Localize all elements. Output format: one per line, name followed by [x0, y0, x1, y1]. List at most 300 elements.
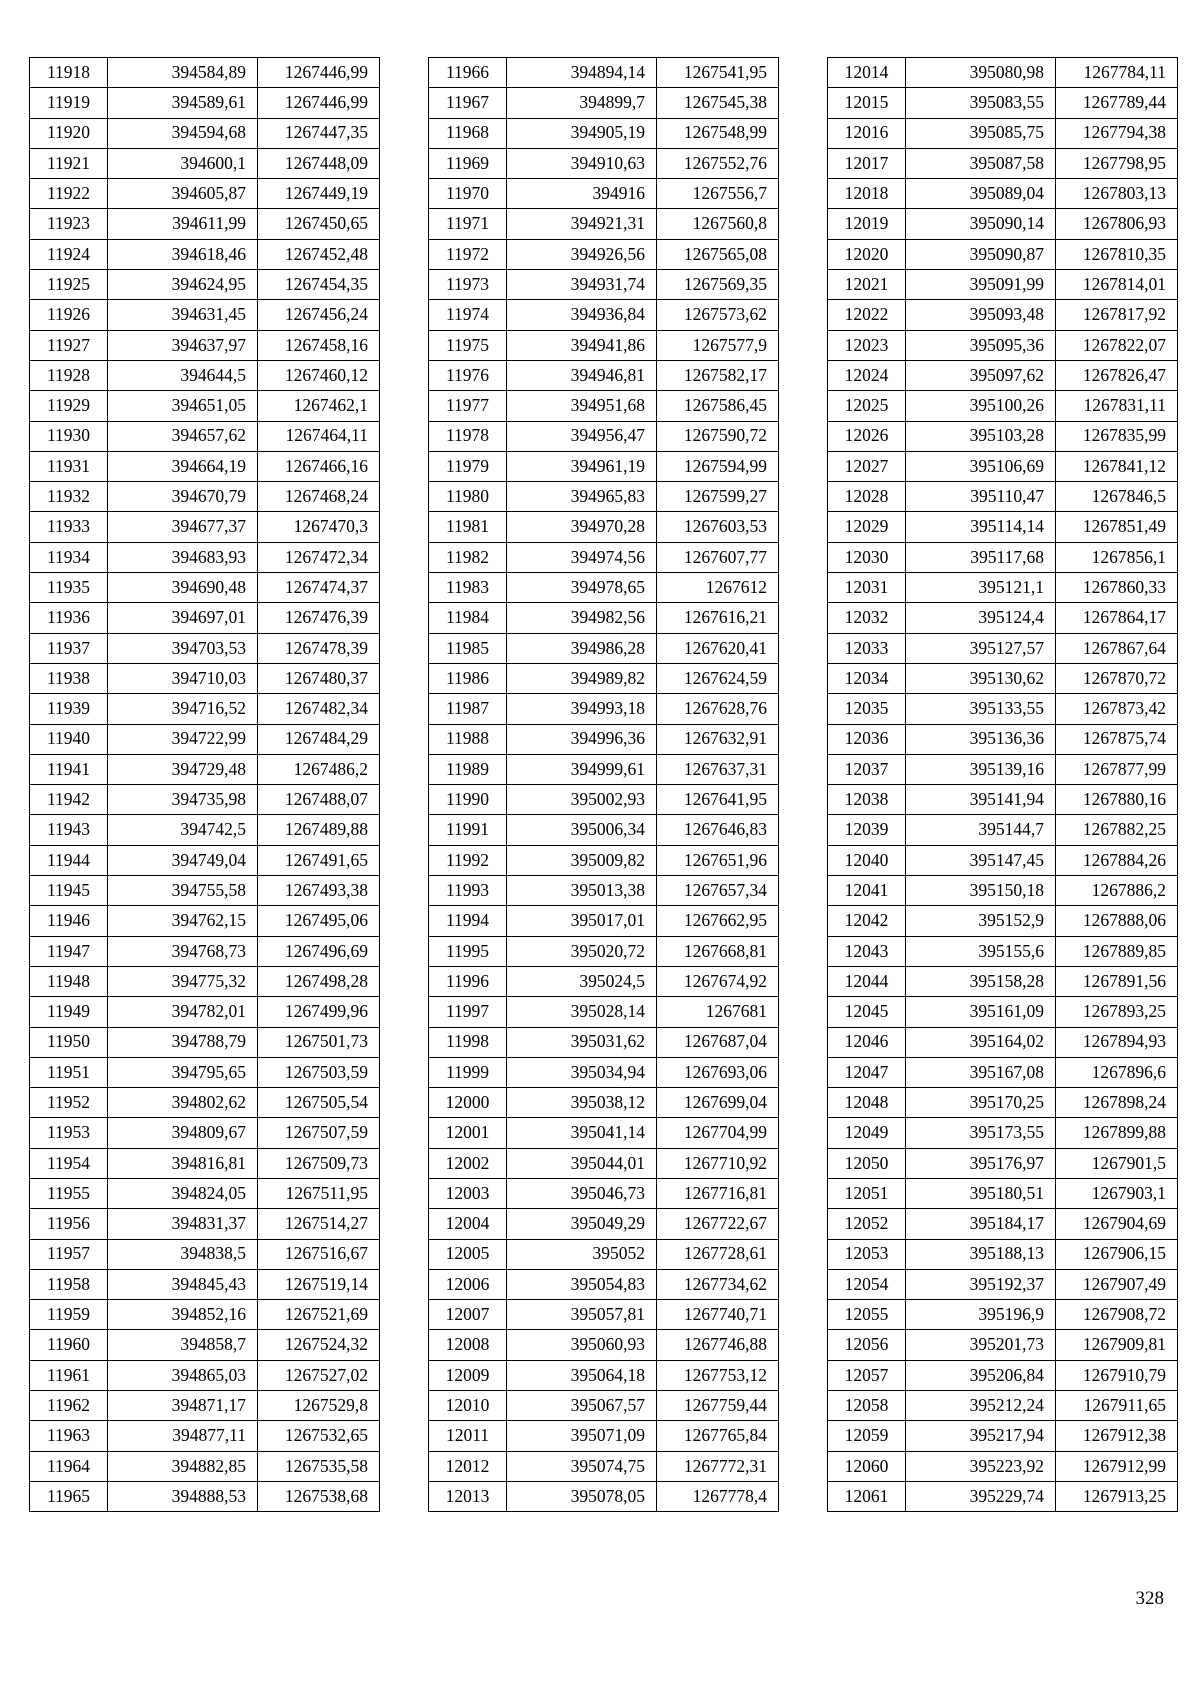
x-coordinate-cell: 394664,19 — [108, 451, 258, 481]
x-coordinate-cell: 394993,18 — [507, 694, 657, 724]
y-coordinate-cell: 1267472,34 — [258, 542, 380, 572]
x-coordinate-cell: 395028,14 — [507, 997, 657, 1027]
table-row — [30, 603, 380, 633]
x-coordinate-cell: 394816,81 — [108, 1148, 258, 1178]
table-row — [429, 1421, 779, 1451]
y-coordinate-cell: 1267491,65 — [258, 845, 380, 875]
x-coordinate-cell: 395013,38 — [507, 876, 657, 906]
table-row — [30, 118, 380, 148]
x-coordinate-cell: 395091,99 — [906, 270, 1056, 300]
point-number-cell: 11940 — [30, 724, 108, 754]
table-row — [429, 694, 779, 724]
y-coordinate-cell: 1267734,62 — [657, 1269, 779, 1299]
x-coordinate-cell: 395078,05 — [507, 1481, 657, 1511]
table-row — [30, 239, 380, 269]
x-coordinate-cell: 394871,17 — [108, 1391, 258, 1421]
table-row — [828, 118, 1178, 148]
y-coordinate-cell: 1267803,13 — [1056, 179, 1178, 209]
point-number-cell: 11923 — [30, 209, 108, 239]
y-coordinate-cell: 1267910,79 — [1056, 1360, 1178, 1390]
table-row — [30, 451, 380, 481]
point-number-cell: 12007 — [429, 1300, 507, 1330]
point-number-cell: 11992 — [429, 845, 507, 875]
table-row — [30, 1451, 380, 1481]
point-number-cell: 12034 — [828, 663, 906, 693]
point-number-cell: 12033 — [828, 633, 906, 663]
x-coordinate-cell: 395002,93 — [507, 785, 657, 815]
table-row — [828, 1239, 1178, 1269]
point-number-cell: 11952 — [30, 1088, 108, 1118]
point-number-cell: 12025 — [828, 391, 906, 421]
point-number-cell: 12024 — [828, 360, 906, 390]
x-coordinate-cell: 394618,46 — [108, 239, 258, 269]
x-coordinate-cell: 394956,47 — [507, 421, 657, 451]
y-coordinate-cell: 1267687,04 — [657, 1027, 779, 1057]
point-number-cell: 12061 — [828, 1481, 906, 1511]
y-coordinate-cell: 1267646,83 — [657, 815, 779, 845]
point-number-cell: 11926 — [30, 300, 108, 330]
y-coordinate-cell: 1267880,16 — [1056, 785, 1178, 815]
y-coordinate-cell: 1267495,06 — [258, 906, 380, 936]
x-coordinate-cell: 394768,73 — [108, 936, 258, 966]
y-coordinate-cell: 1267913,25 — [1056, 1481, 1178, 1511]
point-number-cell: 11981 — [429, 512, 507, 542]
y-coordinate-cell: 1267446,99 — [258, 58, 380, 88]
point-number-cell: 11955 — [30, 1178, 108, 1208]
table-row — [429, 845, 779, 875]
x-coordinate-cell: 395071,09 — [507, 1421, 657, 1451]
point-number-cell: 11982 — [429, 542, 507, 572]
point-number-cell: 11919 — [30, 88, 108, 118]
y-coordinate-cell: 1267482,34 — [258, 694, 380, 724]
coordinates-table-3 — [827, 57, 1178, 1512]
point-number-cell: 11941 — [30, 754, 108, 784]
point-number-cell: 11943 — [30, 815, 108, 845]
table-row — [30, 209, 380, 239]
y-coordinate-cell: 1267908,72 — [1056, 1300, 1178, 1330]
table-row — [429, 148, 779, 178]
x-coordinate-cell: 394716,52 — [108, 694, 258, 724]
table-row — [429, 724, 779, 754]
table-row — [828, 633, 1178, 663]
y-coordinate-cell: 1267904,69 — [1056, 1209, 1178, 1239]
table-row — [828, 542, 1178, 572]
y-coordinate-cell: 1267466,16 — [258, 451, 380, 481]
table-row — [828, 573, 1178, 603]
point-number-cell: 11932 — [30, 482, 108, 512]
x-coordinate-cell: 394722,99 — [108, 724, 258, 754]
table-row — [30, 754, 380, 784]
table-row — [828, 360, 1178, 390]
x-coordinate-cell: 394852,16 — [108, 1300, 258, 1330]
y-coordinate-cell: 1267607,77 — [657, 542, 779, 572]
point-number-cell: 11986 — [429, 663, 507, 693]
point-number-cell: 12004 — [429, 1209, 507, 1239]
x-coordinate-cell: 395093,48 — [906, 300, 1056, 330]
table-row — [30, 300, 380, 330]
point-number-cell: 11994 — [429, 906, 507, 936]
table-row — [828, 1148, 1178, 1178]
point-number-cell: 11946 — [30, 906, 108, 936]
y-coordinate-cell: 1267464,11 — [258, 421, 380, 451]
x-coordinate-cell: 394644,5 — [108, 360, 258, 390]
table-row — [30, 1209, 380, 1239]
table-row — [429, 633, 779, 663]
point-number-cell: 11989 — [429, 754, 507, 784]
table-row — [828, 58, 1178, 88]
point-number-cell: 11964 — [30, 1451, 108, 1481]
x-coordinate-cell: 394831,37 — [108, 1209, 258, 1239]
table-row — [429, 391, 779, 421]
table-row — [828, 936, 1178, 966]
x-coordinate-cell: 395150,18 — [906, 876, 1056, 906]
table-row — [828, 300, 1178, 330]
point-number-cell: 12010 — [429, 1391, 507, 1421]
table-row — [828, 785, 1178, 815]
point-number-cell: 12056 — [828, 1330, 906, 1360]
x-coordinate-cell: 395031,62 — [507, 1027, 657, 1057]
x-coordinate-cell: 395152,9 — [906, 906, 1056, 936]
table-row — [828, 1209, 1178, 1239]
table-row — [30, 148, 380, 178]
table-row — [429, 1148, 779, 1178]
y-coordinate-cell: 1267590,72 — [657, 421, 779, 451]
x-coordinate-cell: 395173,55 — [906, 1118, 1056, 1148]
point-number-cell: 12042 — [828, 906, 906, 936]
point-number-cell: 11945 — [30, 876, 108, 906]
y-coordinate-cell: 1267886,2 — [1056, 876, 1178, 906]
table-row — [30, 1027, 380, 1057]
y-coordinate-cell: 1267826,47 — [1056, 360, 1178, 390]
point-number-cell: 12038 — [828, 785, 906, 815]
y-coordinate-cell: 1267449,19 — [258, 179, 380, 209]
table-row — [429, 360, 779, 390]
x-coordinate-cell: 395089,04 — [906, 179, 1056, 209]
table-row — [429, 1451, 779, 1481]
x-coordinate-cell: 395117,68 — [906, 542, 1056, 572]
y-coordinate-cell: 1267569,35 — [657, 270, 779, 300]
y-coordinate-cell: 1267657,34 — [657, 876, 779, 906]
x-coordinate-cell: 395170,25 — [906, 1088, 1056, 1118]
x-coordinate-cell: 394905,19 — [507, 118, 657, 148]
point-number-cell: 11947 — [30, 936, 108, 966]
x-coordinate-cell: 394986,28 — [507, 633, 657, 663]
x-coordinate-cell: 395141,94 — [906, 785, 1056, 815]
point-number-cell: 11973 — [429, 270, 507, 300]
x-coordinate-cell: 395196,9 — [906, 1300, 1056, 1330]
table-row — [30, 270, 380, 300]
x-coordinate-cell: 394970,28 — [507, 512, 657, 542]
table-row — [828, 1269, 1178, 1299]
y-coordinate-cell: 1267577,9 — [657, 330, 779, 360]
table-row — [828, 754, 1178, 784]
y-coordinate-cell: 1267586,45 — [657, 391, 779, 421]
point-number-cell: 12008 — [429, 1330, 507, 1360]
table-row — [429, 209, 779, 239]
x-coordinate-cell: 394961,19 — [507, 451, 657, 481]
table-row — [828, 1330, 1178, 1360]
x-coordinate-cell: 395229,74 — [906, 1481, 1056, 1511]
x-coordinate-cell: 395139,16 — [906, 754, 1056, 784]
point-number-cell: 12060 — [828, 1451, 906, 1481]
y-coordinate-cell: 1267699,04 — [657, 1088, 779, 1118]
y-coordinate-cell: 1267548,99 — [657, 118, 779, 148]
x-coordinate-cell: 394788,79 — [108, 1027, 258, 1057]
y-coordinate-cell: 1267873,42 — [1056, 694, 1178, 724]
point-number-cell: 11980 — [429, 482, 507, 512]
y-coordinate-cell: 1267637,31 — [657, 754, 779, 784]
table-row — [828, 603, 1178, 633]
coordinates-table-2 — [428, 57, 779, 1512]
x-coordinate-cell: 394637,97 — [108, 330, 258, 360]
y-coordinate-cell: 1267556,7 — [657, 179, 779, 209]
y-coordinate-cell: 1267794,38 — [1056, 118, 1178, 148]
y-coordinate-cell: 1267560,8 — [657, 209, 779, 239]
point-number-cell: 11985 — [429, 633, 507, 663]
point-number-cell: 11950 — [30, 1027, 108, 1057]
table-row — [828, 724, 1178, 754]
table-row — [828, 179, 1178, 209]
point-number-cell: 11966 — [429, 58, 507, 88]
point-number-cell: 12055 — [828, 1300, 906, 1330]
table-row — [828, 451, 1178, 481]
table-row — [30, 179, 380, 209]
x-coordinate-cell: 394584,89 — [108, 58, 258, 88]
x-coordinate-cell: 395034,94 — [507, 1057, 657, 1087]
x-coordinate-cell: 394996,36 — [507, 724, 657, 754]
y-coordinate-cell: 1267765,84 — [657, 1421, 779, 1451]
x-coordinate-cell: 395184,17 — [906, 1209, 1056, 1239]
y-coordinate-cell: 1267716,81 — [657, 1178, 779, 1208]
table-row — [30, 1330, 380, 1360]
y-coordinate-cell: 1267446,99 — [258, 88, 380, 118]
y-coordinate-cell: 1267538,68 — [258, 1481, 380, 1511]
point-number-cell: 11927 — [30, 330, 108, 360]
table-row — [30, 785, 380, 815]
table-row — [429, 876, 779, 906]
y-coordinate-cell: 1267864,17 — [1056, 603, 1178, 633]
table-row — [828, 88, 1178, 118]
table-row — [429, 1360, 779, 1390]
x-coordinate-cell: 394782,01 — [108, 997, 258, 1027]
y-coordinate-cell: 1267817,92 — [1056, 300, 1178, 330]
y-coordinate-cell: 1267478,39 — [258, 633, 380, 663]
x-coordinate-cell: 395017,01 — [507, 906, 657, 936]
y-coordinate-cell: 1267870,72 — [1056, 663, 1178, 693]
x-coordinate-cell: 394651,05 — [108, 391, 258, 421]
x-coordinate-cell: 395046,73 — [507, 1178, 657, 1208]
table-row — [828, 1027, 1178, 1057]
point-number-cell: 12052 — [828, 1209, 906, 1239]
y-coordinate-cell: 1267722,67 — [657, 1209, 779, 1239]
point-number-cell: 11958 — [30, 1269, 108, 1299]
point-number-cell: 11998 — [429, 1027, 507, 1057]
point-number-cell: 12043 — [828, 936, 906, 966]
x-coordinate-cell: 394600,1 — [108, 148, 258, 178]
point-number-cell: 12058 — [828, 1391, 906, 1421]
table-row — [828, 845, 1178, 875]
x-coordinate-cell: 395124,4 — [906, 603, 1056, 633]
table-row — [30, 876, 380, 906]
y-coordinate-cell: 1267535,58 — [258, 1451, 380, 1481]
y-coordinate-cell: 1267616,21 — [657, 603, 779, 633]
table-row — [828, 209, 1178, 239]
point-number-cell: 12003 — [429, 1178, 507, 1208]
x-coordinate-cell: 394936,84 — [507, 300, 657, 330]
point-number-cell: 12011 — [429, 1421, 507, 1451]
table-row — [30, 1391, 380, 1421]
y-coordinate-cell: 1267907,49 — [1056, 1269, 1178, 1299]
y-coordinate-cell: 1267476,39 — [258, 603, 380, 633]
x-coordinate-cell: 394611,99 — [108, 209, 258, 239]
point-number-cell: 12039 — [828, 815, 906, 845]
point-number-cell: 11939 — [30, 694, 108, 724]
table-row — [828, 1118, 1178, 1148]
table-row — [429, 603, 779, 633]
x-coordinate-cell: 394882,85 — [108, 1451, 258, 1481]
table-row — [30, 1148, 380, 1178]
x-coordinate-cell: 394697,01 — [108, 603, 258, 633]
point-number-cell: 11969 — [429, 148, 507, 178]
table-row — [429, 451, 779, 481]
y-coordinate-cell: 1267893,25 — [1056, 997, 1178, 1027]
point-number-cell: 11935 — [30, 573, 108, 603]
table-row — [429, 1209, 779, 1239]
page-number: 328 — [1135, 1588, 1164, 1609]
x-coordinate-cell: 395206,84 — [906, 1360, 1056, 1390]
x-coordinate-cell: 395147,45 — [906, 845, 1056, 875]
table-row — [30, 1300, 380, 1330]
x-coordinate-cell: 394729,48 — [108, 754, 258, 784]
x-coordinate-cell: 394894,14 — [507, 58, 657, 88]
table-row — [30, 997, 380, 1027]
x-coordinate-cell: 395114,14 — [906, 512, 1056, 542]
point-number-cell: 11977 — [429, 391, 507, 421]
table-row — [30, 1421, 380, 1451]
y-coordinate-cell: 1267503,59 — [258, 1057, 380, 1087]
table-row — [30, 906, 380, 936]
y-coordinate-cell: 1267632,91 — [657, 724, 779, 754]
table-row — [828, 1088, 1178, 1118]
x-coordinate-cell: 394802,62 — [108, 1088, 258, 1118]
y-coordinate-cell: 1267448,09 — [258, 148, 380, 178]
point-number-cell: 12044 — [828, 966, 906, 996]
table-row — [828, 906, 1178, 936]
table-row — [828, 1481, 1178, 1511]
y-coordinate-cell: 1267798,95 — [1056, 148, 1178, 178]
table-row — [429, 58, 779, 88]
point-number-cell: 11972 — [429, 239, 507, 269]
table-row — [30, 1269, 380, 1299]
table-row — [429, 270, 779, 300]
x-coordinate-cell: 394989,82 — [507, 663, 657, 693]
point-number-cell: 12000 — [429, 1088, 507, 1118]
y-coordinate-cell: 1267884,26 — [1056, 845, 1178, 875]
y-coordinate-cell: 1267841,12 — [1056, 451, 1178, 481]
point-number-cell: 12032 — [828, 603, 906, 633]
table-row — [828, 1421, 1178, 1451]
point-number-cell: 12020 — [828, 239, 906, 269]
table-row — [30, 542, 380, 572]
table-row — [30, 663, 380, 693]
point-number-cell: 12037 — [828, 754, 906, 784]
table-row — [828, 482, 1178, 512]
x-coordinate-cell: 395130,62 — [906, 663, 1056, 693]
point-number-cell: 12006 — [429, 1269, 507, 1299]
point-number-cell: 11963 — [30, 1421, 108, 1451]
x-coordinate-cell: 394657,62 — [108, 421, 258, 451]
y-coordinate-cell: 1267674,92 — [657, 966, 779, 996]
y-coordinate-cell: 1267772,31 — [657, 1451, 779, 1481]
table-row — [30, 1057, 380, 1087]
point-number-cell: 11979 — [429, 451, 507, 481]
table-row — [30, 966, 380, 996]
y-coordinate-cell: 1267784,11 — [1056, 58, 1178, 88]
x-coordinate-cell: 395155,6 — [906, 936, 1056, 966]
x-coordinate-cell: 394775,32 — [108, 966, 258, 996]
table-row — [30, 330, 380, 360]
table-row — [30, 421, 380, 451]
table-row — [30, 815, 380, 845]
y-coordinate-cell: 1267599,27 — [657, 482, 779, 512]
point-number-cell: 11933 — [30, 512, 108, 542]
x-coordinate-cell: 394710,03 — [108, 663, 258, 693]
table-row — [30, 845, 380, 875]
table-row — [429, 1178, 779, 1208]
point-number-cell: 11918 — [30, 58, 108, 88]
table-row — [828, 1360, 1178, 1390]
x-coordinate-cell: 395223,92 — [906, 1451, 1056, 1481]
y-coordinate-cell: 1267480,37 — [258, 663, 380, 693]
point-number-cell: 12050 — [828, 1148, 906, 1178]
x-coordinate-cell: 394809,67 — [108, 1118, 258, 1148]
table-row — [30, 1118, 380, 1148]
point-number-cell: 12031 — [828, 573, 906, 603]
point-number-cell: 11965 — [30, 1481, 108, 1511]
y-coordinate-cell: 1267489,88 — [258, 815, 380, 845]
y-coordinate-cell: 1267456,24 — [258, 300, 380, 330]
x-coordinate-cell: 394888,53 — [108, 1481, 258, 1511]
x-coordinate-cell: 395067,57 — [507, 1391, 657, 1421]
y-coordinate-cell: 1267470,3 — [258, 512, 380, 542]
y-coordinate-cell: 1267912,99 — [1056, 1451, 1178, 1481]
y-coordinate-cell: 1267628,76 — [657, 694, 779, 724]
y-coordinate-cell: 1267903,1 — [1056, 1178, 1178, 1208]
y-coordinate-cell: 1267704,99 — [657, 1118, 779, 1148]
x-coordinate-cell: 395217,94 — [906, 1421, 1056, 1451]
x-coordinate-cell: 395009,82 — [507, 845, 657, 875]
table-row — [828, 148, 1178, 178]
y-coordinate-cell: 1267668,81 — [657, 936, 779, 966]
point-number-cell: 11988 — [429, 724, 507, 754]
table-row — [429, 1057, 779, 1087]
point-number-cell: 12018 — [828, 179, 906, 209]
point-number-cell: 11961 — [30, 1360, 108, 1390]
y-coordinate-cell: 1267452,48 — [258, 239, 380, 269]
y-coordinate-cell: 1267889,85 — [1056, 936, 1178, 966]
y-coordinate-cell: 1267493,38 — [258, 876, 380, 906]
point-number-cell: 12054 — [828, 1269, 906, 1299]
y-coordinate-cell: 1267901,5 — [1056, 1148, 1178, 1178]
point-number-cell: 12030 — [828, 542, 906, 572]
x-coordinate-cell: 395080,98 — [906, 58, 1056, 88]
x-coordinate-cell: 394589,61 — [108, 88, 258, 118]
table-row — [429, 88, 779, 118]
table-row — [429, 815, 779, 845]
x-coordinate-cell: 394795,65 — [108, 1057, 258, 1087]
x-coordinate-cell: 394631,45 — [108, 300, 258, 330]
point-number-cell: 11953 — [30, 1118, 108, 1148]
